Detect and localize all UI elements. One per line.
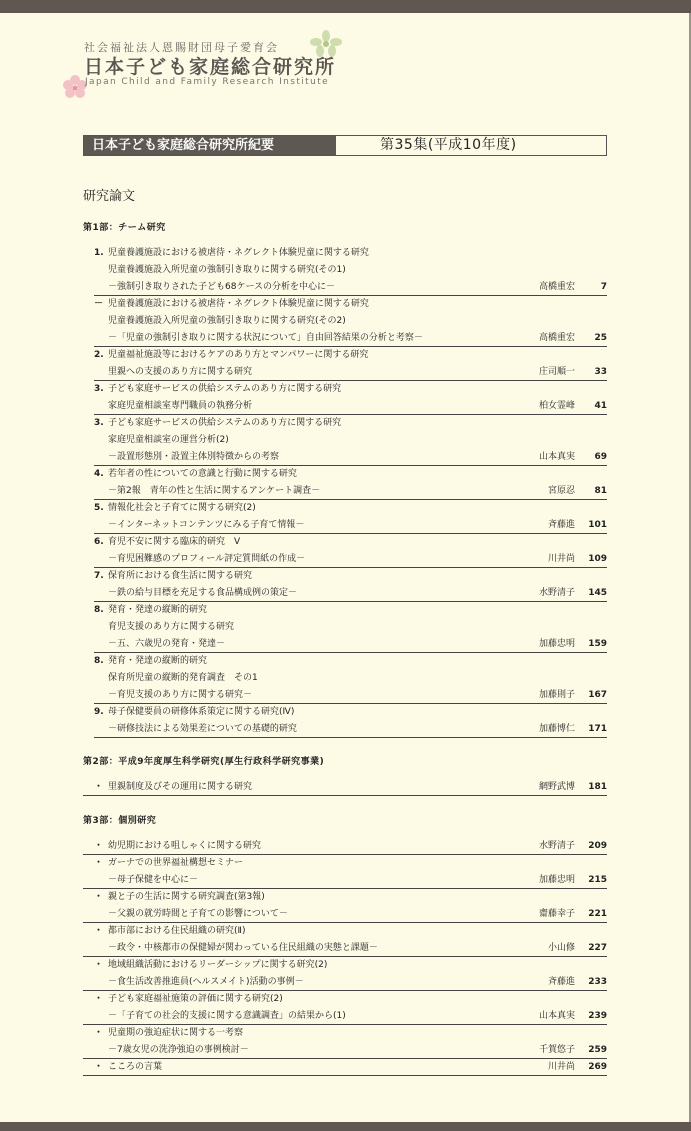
entry-page: 69 — [594, 452, 607, 462]
entry-title[interactable]: 都市部における住民組織の研究(Ⅱ) — [108, 926, 246, 936]
entry-number: ・ — [94, 926, 104, 936]
toc-line — [83, 991, 607, 1007]
top-border — [0, 0, 691, 13]
institute-logo[interactable] — [58, 30, 378, 100]
toc-line — [94, 432, 607, 448]
toc-line — [94, 262, 607, 278]
toc-line — [94, 347, 607, 363]
entry-title[interactable]: こころの言葉 — [108, 1062, 163, 1072]
entry-title[interactable]: 児童福祉施設等におけるケアのあり方とマンパワーに関する研究 — [108, 350, 369, 360]
entry-subtitle[interactable]: －育児支援のあり方に関する研究－ — [108, 690, 253, 700]
entry-subtitle[interactable]: 家庭児童相談室の運営分析(2) — [108, 435, 229, 445]
toc-line — [94, 398, 607, 415]
entry-page: 33 — [594, 367, 607, 377]
entry-author: 加藤忠明 — [538, 639, 575, 649]
entry-subtitle[interactable]: 保育所児童の縦断的発育調査 その1 — [108, 673, 258, 683]
entry-page: 101 — [588, 520, 607, 530]
entry-author: 加藤則子 — [538, 690, 575, 700]
toc-line — [94, 483, 607, 500]
toc-line — [94, 602, 607, 618]
entry-page: 145 — [588, 588, 607, 598]
toc-line — [94, 381, 607, 397]
entry-title[interactable]: 地域組織活動におけるリーダーシップに関する研究(2) — [108, 960, 328, 970]
volume-label: 第35集(平成10年度) — [380, 137, 517, 153]
entry-number: 1. — [94, 248, 104, 258]
entry-author: 水野清子 — [538, 841, 575, 851]
entry-page: 215 — [588, 875, 607, 885]
toc-line — [94, 568, 607, 584]
entry-title[interactable]: 情報化社会と子育てに関する研究(2) — [108, 503, 256, 513]
entry-number: 8. — [94, 656, 104, 666]
entry-title[interactable]: 子ども家庭サービスの供給システムのあり方に関する研究 — [108, 384, 342, 394]
entry-number: 7. — [94, 571, 104, 581]
toc-line — [94, 653, 607, 669]
entry-number: 3. — [94, 384, 104, 394]
entry-number: ・ — [94, 960, 104, 970]
entry-author: 高橋重宏 — [538, 333, 575, 343]
entry-number: 5. — [94, 503, 104, 513]
toc-line — [94, 585, 607, 602]
entry-page: 239 — [588, 1011, 607, 1021]
entry-number: ・ — [94, 858, 104, 868]
entry-title[interactable]: 子ども家庭福祉施策の評価に関する研究(2) — [108, 994, 283, 1004]
toc-line — [83, 1025, 607, 1041]
entry-number: ・ — [94, 994, 104, 1004]
entry-number: 3. — [94, 418, 104, 428]
toc-line — [83, 940, 607, 957]
entry-page: 209 — [588, 841, 607, 851]
toc-line — [94, 500, 607, 516]
toc-line — [94, 517, 607, 534]
entry-title[interactable]: 里親制度及びその運用に関する研究 — [108, 782, 253, 792]
entry-page: 109 — [588, 554, 607, 564]
toc-line — [94, 313, 607, 329]
entry-author: 千賀悠子 — [538, 1045, 575, 1055]
entry-author: 斉藤進 — [547, 520, 575, 530]
entry-subtitle[interactable]: －強制引き取りされた子ども68ケースの分析を中心に－ — [108, 282, 336, 292]
part-title: 第3部：個別研究 — [83, 816, 157, 826]
toc-line — [94, 721, 607, 738]
toc-line — [94, 364, 607, 381]
entry-author: 斉藤進 — [547, 977, 575, 987]
entry-page: 25 — [594, 333, 607, 343]
entry-number: ・ — [94, 1062, 104, 1072]
entry-author: 柏女霊峰 — [538, 401, 575, 411]
toc-line — [83, 974, 607, 991]
toc-line — [94, 551, 607, 568]
entry-title[interactable]: ガーナでの世界福祉構想セミナー — [108, 858, 244, 868]
entry-subtitle[interactable]: 里親への支援のあり方に関する研究 — [108, 367, 253, 377]
entry-title[interactable]: 児童養護施設における被虐待・ネグレクト体験児童に関する研究 — [108, 299, 369, 309]
entry-page: 181 — [588, 782, 607, 792]
entry-author: 川井尚 — [547, 554, 575, 564]
entry-author: 川井尚 — [547, 1062, 575, 1072]
entry-page: 269 — [588, 1062, 607, 1072]
toc-line — [94, 687, 607, 704]
journal-name: 日本子ども家庭総合研究所紀要 — [84, 136, 336, 155]
entry-number: － — [94, 299, 104, 309]
entry-author: 高橋重宏 — [538, 282, 575, 292]
entry-title[interactable]: 親と子の生活に関する研究調査(第3報) — [108, 892, 265, 902]
toc-line — [83, 1059, 607, 1076]
toc-line — [83, 1008, 607, 1025]
toc-line — [83, 855, 607, 871]
toc-line — [94, 245, 607, 261]
entry-title[interactable]: 母子保健要員の研修体系策定に関する研究(Ⅳ) — [108, 707, 295, 717]
toc-line — [94, 415, 607, 431]
bottom-border — [0, 1122, 691, 1131]
entry-page: 7 — [600, 282, 607, 292]
entry-subtitle[interactable]: －食生活改善推進員(ヘルスメイト)活動の事例－ — [108, 977, 304, 987]
journal-title-bar — [83, 135, 607, 156]
toc-line — [94, 279, 607, 296]
toc-line — [94, 466, 607, 482]
entry-number: 8. — [94, 605, 104, 615]
org-english-name: Japan Child and Family Research Institute — [85, 77, 330, 87]
entry-subtitle[interactable]: －母子保健を中心に－ — [108, 875, 199, 885]
entry-title[interactable]: 発育・発達の縦断的研究 — [108, 656, 208, 666]
entry-title[interactable]: 幼児期における咀しゃくに関する研究 — [108, 841, 262, 851]
entry-number: 4. — [94, 469, 104, 479]
entry-subtitle[interactable]: －設置形態別・設置主体別特徴からの考察 — [108, 452, 280, 462]
entry-author: 加藤忠明 — [538, 875, 575, 885]
entry-subtitle[interactable]: －インターネットコンテンツにみる子育て情報－ — [108, 520, 305, 530]
entry-page: 259 — [588, 1045, 607, 1055]
entry-title[interactable]: 児童養護施設における被虐待・ネグレクト体験児童に関する研究 — [108, 248, 369, 258]
toc-line — [94, 704, 607, 720]
entry-number: 2. — [94, 350, 104, 360]
toc-line — [83, 957, 607, 973]
entry-author: 網野武博 — [538, 782, 575, 792]
entry-page: 221 — [588, 909, 607, 919]
toc-line — [83, 872, 607, 889]
toc-line — [94, 296, 607, 312]
entry-subtitle[interactable]: －研修技法による効果差についての基礎的研究 — [108, 724, 297, 734]
entry-subtitle[interactable]: －父親の就労時間と子育ての影響について－ — [108, 909, 288, 919]
entry-subtitle[interactable]: －五、六歳児の発育・発達－ — [108, 639, 226, 649]
entry-subtitle[interactable]: －育児困難感のプロフィール評定質問紙の作成－ — [108, 554, 306, 564]
entry-subtitle[interactable]: 児童養護施設入所児童の強制引き取りに関する研究(その1) — [108, 265, 346, 275]
entry-number: 9. — [94, 707, 104, 717]
toc-line — [83, 1042, 607, 1059]
entry-number: ・ — [94, 841, 104, 851]
org-subtitle: 社会福祉法人恩賜財団母子愛育会 — [84, 41, 279, 54]
toc-line — [94, 449, 607, 466]
entry-author: 庄司順一 — [538, 367, 575, 377]
part-title: 第2部：平成9年度厚生科学研究(厚生行政科学研究事業) — [83, 757, 325, 767]
entry-number: ・ — [94, 782, 104, 792]
entry-title[interactable]: 育児不安に関する臨床的研究 Ⅴ — [108, 537, 241, 547]
entry-subtitle[interactable]: －鉄の給与目標を充足する食品構成例の策定－ — [108, 588, 298, 598]
toc-line — [83, 889, 607, 905]
entry-page: 167 — [588, 690, 607, 700]
entry-page: 233 — [588, 977, 607, 987]
entry-page: 41 — [594, 401, 607, 411]
entry-author: 山本真実 — [538, 1011, 575, 1021]
entry-subtitle[interactable]: －「児童の強制引き取りに関する状況について」自由回答結果の分析と考察－ — [108, 333, 423, 343]
entry-subtitle[interactable]: 家庭児童相談室専門職員の執務分析 — [108, 401, 253, 411]
entry-title[interactable]: 若年者の性についての意識と行動に関する研究 — [108, 469, 297, 479]
entry-page: 171 — [588, 724, 607, 734]
entry-subtitle[interactable]: －政令・中核都市の保健婦が関わっている住民組織の実態と課題－ — [108, 943, 378, 953]
section-title: 研究論文 — [83, 189, 136, 204]
toc-line — [83, 779, 607, 796]
entry-number: 6. — [94, 537, 104, 547]
entry-author: 山本真実 — [538, 452, 575, 462]
entry-page: 81 — [594, 486, 607, 496]
entry-page: 159 — [588, 639, 607, 649]
entry-author: 宮原忍 — [547, 486, 575, 496]
entry-page: 227 — [588, 943, 607, 953]
org-name: 日本子ども家庭総合研究所 — [84, 56, 337, 78]
toc-line — [94, 636, 607, 653]
toc-line — [83, 906, 607, 923]
entry-number: ・ — [94, 892, 104, 902]
entry-subtitle[interactable]: －第2報 青年の性と生活に関するアンケート調査－ — [108, 486, 321, 496]
toc-line — [94, 330, 607, 347]
toc-line — [83, 923, 607, 939]
entry-author: 水野清子 — [538, 588, 575, 598]
toc-line — [94, 670, 607, 686]
entry-number: ・ — [94, 1028, 104, 1038]
entry-title[interactable]: 発育・発達の縦断的研究 — [108, 605, 208, 615]
entry-title[interactable]: 子ども家庭サービスの供給システムのあり方に関する研究 — [108, 418, 342, 428]
entry-author: 加藤博仁 — [538, 724, 575, 734]
entry-title[interactable]: 児童期の強迫症状に関する一考察 — [108, 1028, 244, 1038]
entry-author: 齋藤幸子 — [538, 909, 575, 919]
entry-author: 小山修 — [547, 943, 575, 953]
entry-subtitle[interactable]: 育児支援のあり方に関する研究 — [108, 622, 235, 632]
toc-line — [94, 534, 607, 550]
entry-title[interactable]: 保育所における食生活に関する研究 — [108, 571, 253, 581]
toc-line — [83, 838, 607, 855]
entry-subtitle[interactable]: －7歳女児の洗浄強迫の事例検討－ — [108, 1045, 249, 1055]
toc-line — [94, 619, 607, 635]
entry-subtitle[interactable]: 児童養護施設入所児童の強制引き取りに関する研究(その2) — [108, 316, 346, 326]
part-title: 第1部：チーム研究 — [83, 223, 166, 233]
entry-subtitle[interactable]: －「子育ての社会的支援に関する意識調査」の結果から(1) — [108, 1011, 346, 1021]
